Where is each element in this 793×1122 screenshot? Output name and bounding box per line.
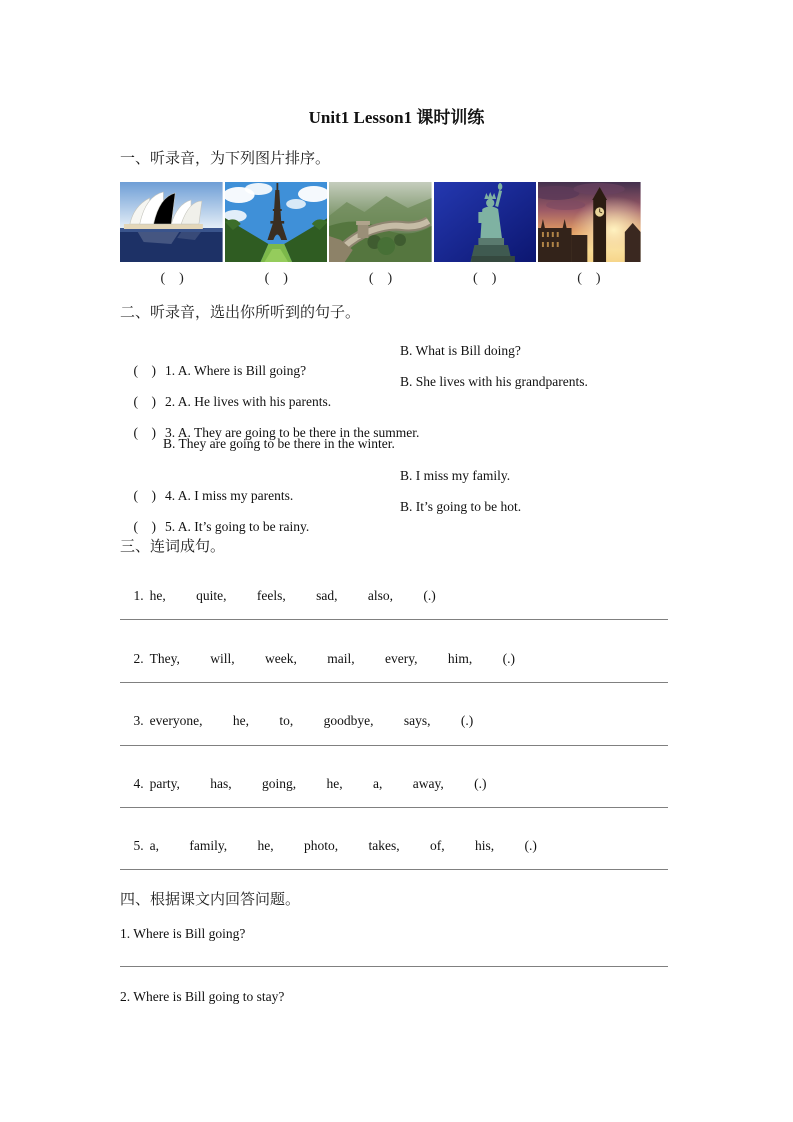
- answer-bracket: ( ): [133, 488, 156, 503]
- photo-answer-bracket-3: ( ): [368, 271, 393, 286]
- item-number: 3.: [133, 713, 144, 728]
- scrambled-words: he, quite, feels, sad, also, (.): [149, 588, 436, 603]
- photo-answer-bracket-1: ( ): [160, 271, 184, 286]
- big-ben-photo: [538, 182, 641, 262]
- item-number: 1.: [133, 588, 144, 603]
- sydney-opera-house-icon: [120, 182, 223, 262]
- photo-answer-bracket-row: [120, 267, 641, 287]
- answer-bracket: ( ): [133, 519, 156, 534]
- statue-of-liberty-photo: [434, 182, 537, 262]
- word-order-item-3: [120, 697, 672, 745]
- answer-bracket: ( ): [133, 363, 156, 378]
- option-a: 1. A. Where is Bill going?: [165, 363, 307, 378]
- word-order-item-2: [120, 635, 672, 683]
- section-2-heading: 二、听录音，选出你所听到的句子。: [120, 304, 361, 321]
- great-wall-photo: [329, 182, 432, 262]
- photo-answer-bracket-4: ( ): [473, 271, 497, 286]
- section-3-heading: 三、连词成句。: [120, 538, 226, 555]
- eiffel-tower-icon: [225, 182, 328, 262]
- scrambled-words: a, family, he, photo, takes, of, his, (.): [149, 838, 537, 853]
- page-title: [0, 103, 793, 128]
- answer-line-6: [120, 966, 668, 967]
- word-order-item-5: [120, 822, 672, 870]
- page-title-chinese: 课时训练: [416, 108, 485, 127]
- scrambled-words: They, will, week, mail, every, him, (.): [149, 651, 515, 666]
- option-a: 4. A. I miss my parents.: [165, 488, 294, 503]
- scrambled-words: party, has, going, he, a, away, (.): [149, 776, 487, 791]
- word-order-item-1: [120, 572, 672, 620]
- answer-line-3: [120, 745, 668, 746]
- answer-line-1: [120, 619, 668, 620]
- item-number: 2.: [133, 651, 144, 666]
- statue-of-liberty-icon: [434, 182, 537, 262]
- page-title-english: Unit1 Lesson1: [308, 108, 413, 127]
- sydney-opera-house-photo: [120, 182, 223, 262]
- option-b: B. It’s going to be hot.: [400, 499, 522, 514]
- big-ben-icon: [538, 182, 641, 262]
- comprehension-question-2: 2. Where is Bill going to stay?: [120, 989, 285, 1004]
- great-wall-icon: [329, 182, 432, 262]
- listening-item-5: [120, 499, 672, 567]
- listening-item-3-option-b: B. They are going to be there in the winter.: [163, 436, 395, 451]
- option-b: B. What is Bill doing?: [400, 343, 521, 358]
- photo-answer-bracket-5: ( ): [577, 271, 601, 286]
- word-order-item-4: [120, 760, 672, 808]
- landmark-photo-row: [120, 182, 641, 262]
- option-a: 2. A. He lives with his parents.: [165, 394, 332, 409]
- answer-line-2: [120, 682, 668, 683]
- answer-bracket: ( ): [133, 425, 156, 440]
- option-a: 3. A. They are going to be there in the summer.: [165, 425, 420, 440]
- scrambled-words: everyone, he, to, goodbye, says, (.): [149, 713, 474, 728]
- photo-answer-bracket-2: ( ): [264, 271, 288, 286]
- section-1-heading: 一、听录音，为下列图片排序。: [120, 150, 331, 167]
- comprehension-question-1: 1. Where is Bill going?: [120, 926, 246, 941]
- option-a: 5. A. It’s going to be rainy.: [165, 519, 310, 534]
- section-4-heading: 四、根据课文内回答问题。: [120, 891, 301, 908]
- answer-line-4: [120, 807, 668, 808]
- item-number: 5.: [133, 838, 144, 853]
- answer-bracket: ( ): [133, 394, 156, 409]
- answer-line-5: [120, 869, 668, 870]
- option-b: B. She lives with his grandparents.: [400, 374, 588, 389]
- item-number: 4.: [133, 776, 144, 791]
- option-b: B. I miss my family.: [400, 468, 511, 483]
- eiffel-tower-photo: [225, 182, 328, 262]
